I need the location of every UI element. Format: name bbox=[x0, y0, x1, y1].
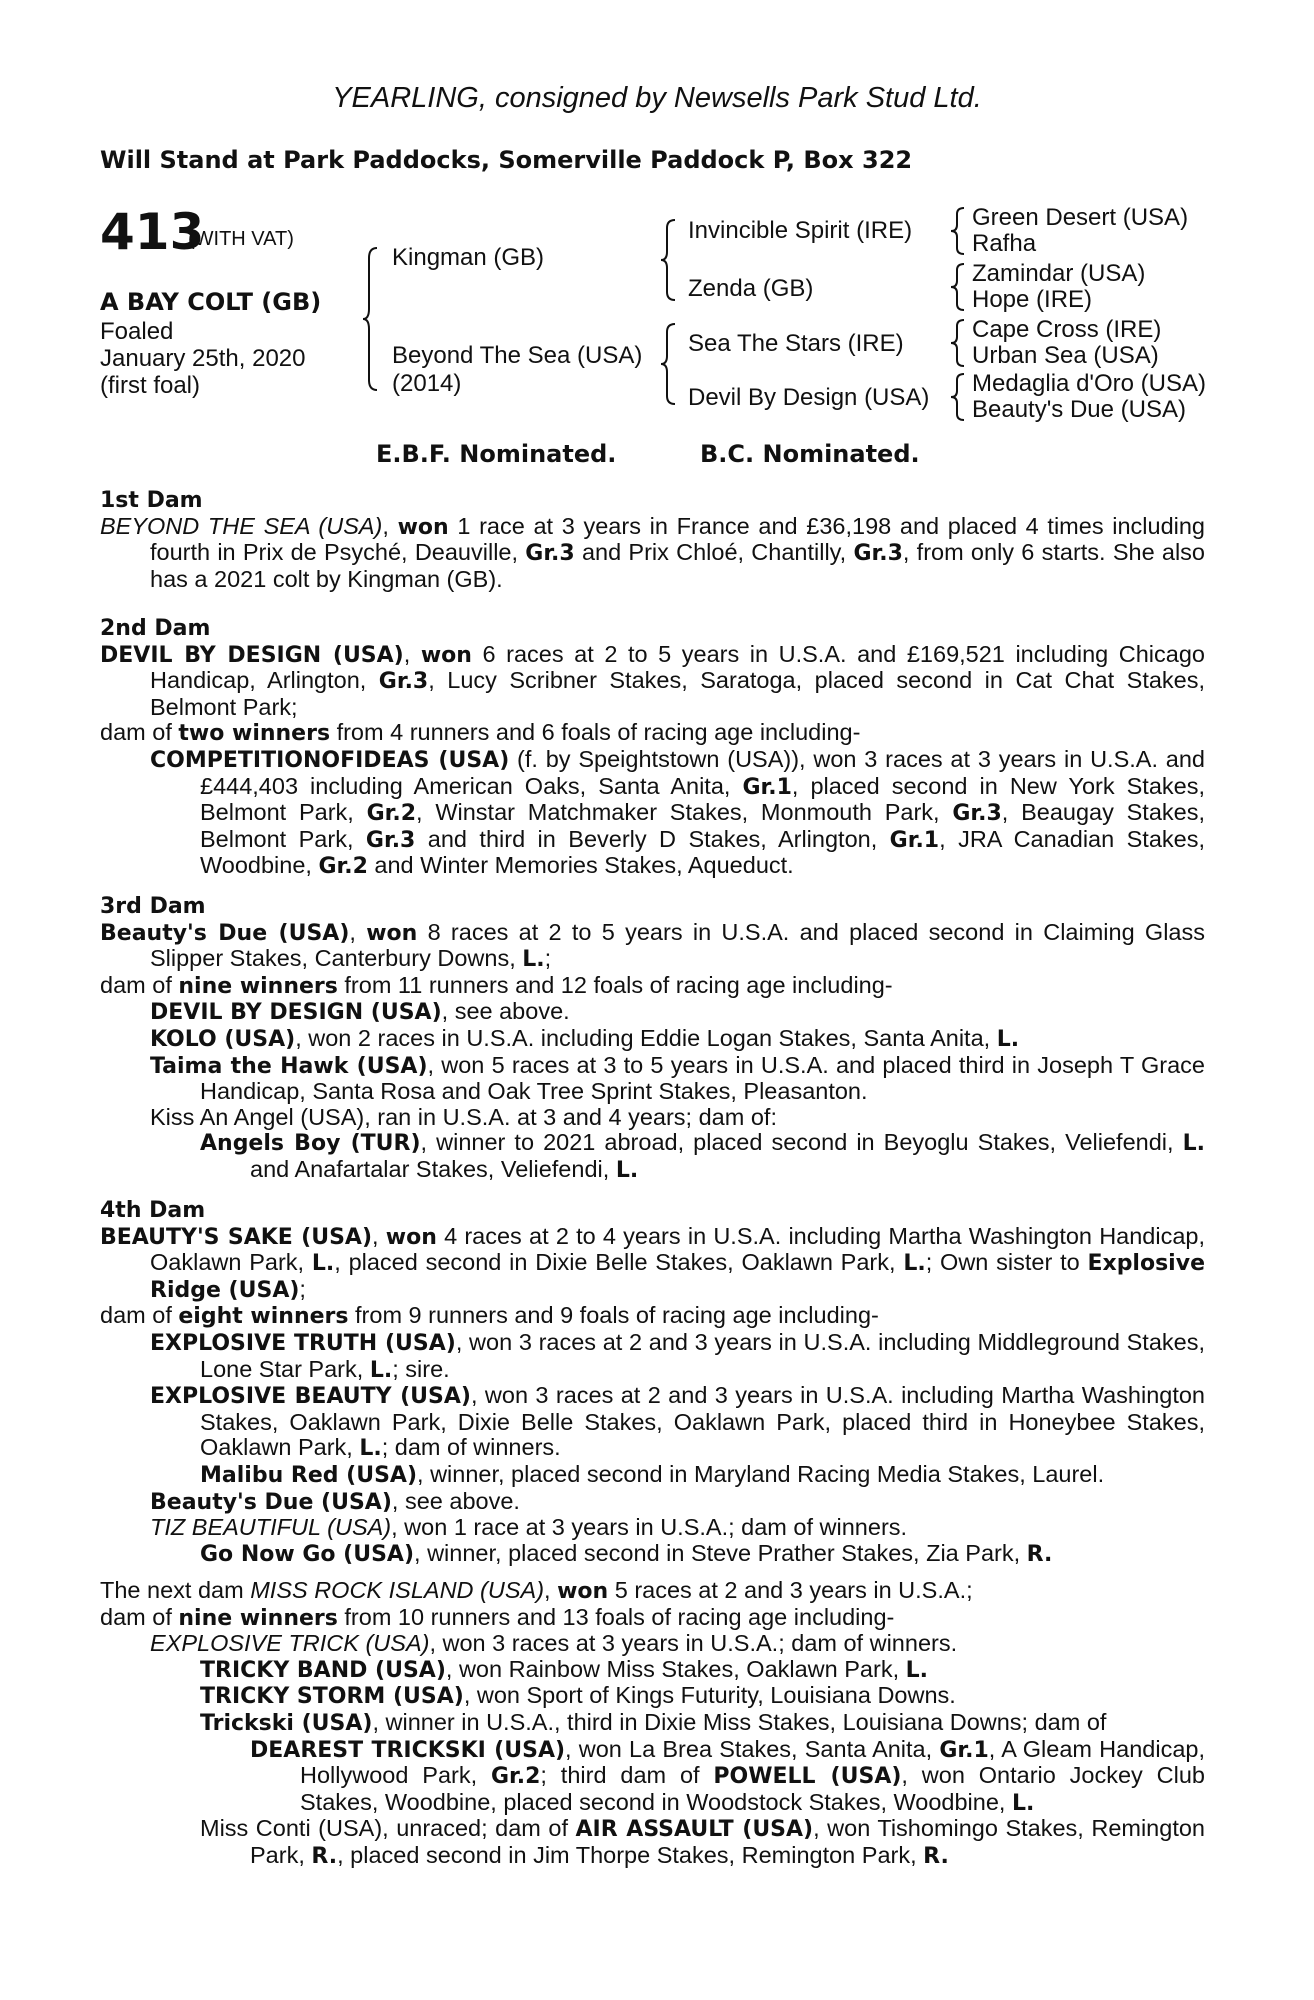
foaled-label: Foaled bbox=[100, 318, 174, 345]
third-dam-text: Beauty's Due (USA), won 8 races at 2 to 5 years in U.S.A. and placed second in Claiming Glass Slipper Stakes, Canterbury Downs, L.; bbox=[100, 918, 1205, 973]
ebf-nomination: E.B.F. Nominated. bbox=[376, 440, 617, 468]
first-dam-heading: 1st Dam bbox=[100, 488, 203, 513]
next-dam-produce: dam of nine winners from 10 runners and 13 foals of racing age including- bbox=[100, 1603, 895, 1631]
pedigree-brace-dam bbox=[660, 322, 678, 406]
third-dam-grandproduce-item: Angels Boy (TUR), winner to 2021 abroad, placed second in Beyoglu Stakes, Veliefendi, L. and Anafartalar Stakes, Veliefendi, L. bbox=[200, 1129, 1205, 1183]
third-dam-produce-item: KOLO (USA), won 2 races in U.S.A. including Eddie Logan Stakes, Santa Anita, L. bbox=[150, 1024, 1020, 1052]
consignment-line: YEARLING, consigned by Newsells Park Stud Ltd. bbox=[332, 82, 982, 114]
fourth-dam-grandproduce-item: Go Now Go (USA), winner, placed second in Steve Prather Stakes, Zia Park, R. bbox=[200, 1539, 1053, 1567]
pedigree-dam-sire: Sea The Stars (IRE) bbox=[688, 330, 904, 357]
next-dam-grandproduce-item: TRICKY BAND (USA), won Rainbow Miss Stakes, Oaklawn Park, L. bbox=[200, 1655, 929, 1683]
lot-title: A BAY COLT (GB) bbox=[100, 288, 322, 316]
next-dam-section bbox=[100, 1578, 1205, 1870]
pedigree-sss: Green Desert (USA) bbox=[972, 204, 1189, 231]
second-dam-produce-item: COMPETITIONOFIDEAS (USA) (f. by Speightstown (USA)), won 3 races at 3 years in U.S.A. and £444,403 including American Oaks, Santa Anita, Gr.1, placed second in New York Stakes, Belmont Park, Gr.2, Winstar Matchmaker Stakes, Monmouth Park, Gr.3, Beaugay Stakes, Belmont Park, Gr.3 and third in Beverly D Stakes, Arlington, Gr.1, JRA Canadian Stakes, Woodbine, Gr.2 and Winter Memories Stakes, Aqueduct. bbox=[150, 745, 1205, 880]
next-dam-grandproduce-item: TRICKY STORM (USA), won Sport of Kings Futurity, Louisiana Downs. bbox=[200, 1682, 956, 1710]
pedigree-brace-dd bbox=[950, 372, 966, 422]
pedigree-sdd: Hope (IRE) bbox=[972, 286, 1093, 313]
bc-nomination: B.C. Nominated. bbox=[700, 440, 920, 468]
next-dam-grandproduce-item: Miss Conti (USA), unraced; dam of AIR ASSAULT (USA), won Tishomingo Stakes, Remington Park, R., placed second in Jim Thorpe Stakes, Remington Park, R. bbox=[200, 1815, 1205, 1869]
next-dam-produce-item: EXPLOSIVE TRICK (USA), won 3 races at 3 years in U.S.A.; dam of winners. bbox=[150, 1630, 958, 1657]
pedigree-dss: Cape Cross (IRE) bbox=[972, 316, 1162, 343]
third-dam-produce-item: Kiss An Angel (USA), ran in U.S.A. at 3 and 4 years; dam of: bbox=[150, 1103, 777, 1130]
fourth-dam-produce: dam of eight winners from 9 runners and 9 foals of racing age including- bbox=[100, 1302, 879, 1330]
pedigree-sire-dam: Zenda (GB) bbox=[688, 275, 814, 302]
fourth-dam-heading: 4th Dam bbox=[100, 1198, 206, 1223]
foaled-date: January 25th, 2020 bbox=[100, 345, 306, 372]
third-dam-section bbox=[100, 894, 1205, 1184]
lot-number: 413 bbox=[100, 203, 205, 261]
next-dam-text: The next dam MISS ROCK ISLAND (USA), won 5 races at 2 and 3 years in U.S.A.; bbox=[100, 1577, 973, 1604]
pedigree-dam-dam: Devil By Design (USA) bbox=[688, 384, 930, 411]
pedigree-dam: Beyond The Sea (USA) bbox=[392, 342, 643, 369]
second-dam-text: DEVIL BY DESIGN (USA), won 6 races at 2 to 5 years in U.S.A. and £169,521 including Chicago Handicap, Arlington, Gr.3, Lucy Scribner Stakes, Saratoga, placed second in Cat Chat Stakes, Belmont Park; bbox=[100, 640, 1206, 720]
pedigree-brace-sire bbox=[660, 218, 678, 302]
pedigree-brace-ds bbox=[950, 318, 966, 368]
first-dam-text: BEYOND THE SEA (USA), won 1 race at 3 years in France and £36,198 and placed 4 times including fourth in Prix de Psyché, Deauville, Gr.3 and Prix Chloé, Chantilly, Gr.3, from only 6 starts. She also has a 2021 colt by Kingman (GB). bbox=[100, 512, 1206, 592]
pedigree-brace-ss bbox=[950, 206, 966, 256]
fourth-dam-section bbox=[100, 1198, 1205, 1567]
pedigree-sds: Zamindar (USA) bbox=[972, 260, 1146, 287]
pedigree-brace-sd bbox=[950, 262, 966, 312]
next-dam-greatgrandproduce-item: DEAREST TRICKSKI (USA), won La Brea Stakes, Santa Anita, Gr.1, A Gleam Handicap, Hollywood Park, Gr.2; third dam of POWELL (USA), won Ontario Jockey Club Stakes, Woodbine, placed second in Woodstock Stakes, Woodbine, L. bbox=[250, 1735, 1205, 1816]
first-dam-section bbox=[100, 488, 1205, 592]
pedigree-sire: Kingman (GB) bbox=[392, 244, 545, 271]
fourth-dam-produce-item: EXPLOSIVE BEAUTY (USA), won 3 races at 2 and 3 years in U.S.A. including Martha Washington Stakes, Oaklawn Park, Dixie Belle Stakes, Oaklawn Park, placed third in Honeybee Stakes, Oaklawn Park, L.; dam of winners. bbox=[150, 1382, 1205, 1462]
fourth-dam-text: BEAUTY'S SAKE (USA), won 4 races at 2 to 4 years in U.S.A. including Martha Washington Handicap, Oaklawn Park, L., placed second in Dixie Belle Stakes, Oaklawn Park, L.; Own sister to Explosive Ridge (USA); bbox=[100, 1222, 1206, 1303]
second-dam-produce: dam of two winners from 4 runners and 6 foals of racing age including- bbox=[100, 719, 861, 747]
third-dam-produce-item: DEVIL BY DESIGN (USA), see above. bbox=[150, 998, 570, 1026]
second-dam-heading: 2nd Dam bbox=[100, 616, 211, 641]
stand-location: Will Stand at Park Paddocks, Somerville Paddock P, Box 322 bbox=[100, 146, 913, 174]
third-dam-heading: 3rd Dam bbox=[100, 894, 206, 919]
pedigree-ssd: Rafha bbox=[972, 230, 1037, 257]
lot-vat: (WITH VAT) bbox=[188, 228, 294, 250]
fourth-dam-produce-item: Beauty's Due (USA), see above. bbox=[150, 1487, 520, 1515]
fourth-dam-produce-item: EXPLOSIVE TRUTH (USA), won 3 races at 2 and 3 years in U.S.A. including Middleground Stakes, Lone Star Park, L.; sire. bbox=[150, 1328, 1205, 1383]
third-dam-produce-item: Taima the Hawk (USA), won 5 races at 3 to 5 years in U.S.A. and placed third in Joseph T Grace Handicap, Santa Rosa and Oak Tree Sprint Stakes, Pleasanton. bbox=[150, 1051, 1205, 1105]
pedigree-dam-year: (2014) bbox=[392, 370, 462, 397]
next-dam-grandproduce-item: Trickski (USA), winner in U.S.A., third in Dixie Miss Stakes, Louisiana Downs; dam of bbox=[200, 1708, 1107, 1736]
pedigree-brace-gen1 bbox=[362, 246, 380, 392]
pedigree-sire-sire: Invincible Spirit (IRE) bbox=[688, 217, 913, 244]
fourth-dam-produce-item: TIZ BEAUTIFUL (USA), won 1 race at 3 years in U.S.A.; dam of winners. bbox=[150, 1514, 908, 1541]
foal-note: (first foal) bbox=[100, 372, 201, 399]
third-dam-produce: dam of nine winners from 11 runners and 12 foals of racing age including- bbox=[100, 971, 893, 999]
pedigree-dds: Medaglia d'Oro (USA) bbox=[972, 370, 1206, 397]
pedigree-dsd: Urban Sea (USA) bbox=[972, 342, 1159, 369]
pedigree-ddd: Beauty's Due (USA) bbox=[972, 396, 1186, 423]
second-dam-section bbox=[100, 616, 1205, 880]
fourth-dam-grandproduce-item: Malibu Red (USA), winner, placed second in Maryland Racing Media Stakes, Laurel. bbox=[200, 1460, 1105, 1488]
